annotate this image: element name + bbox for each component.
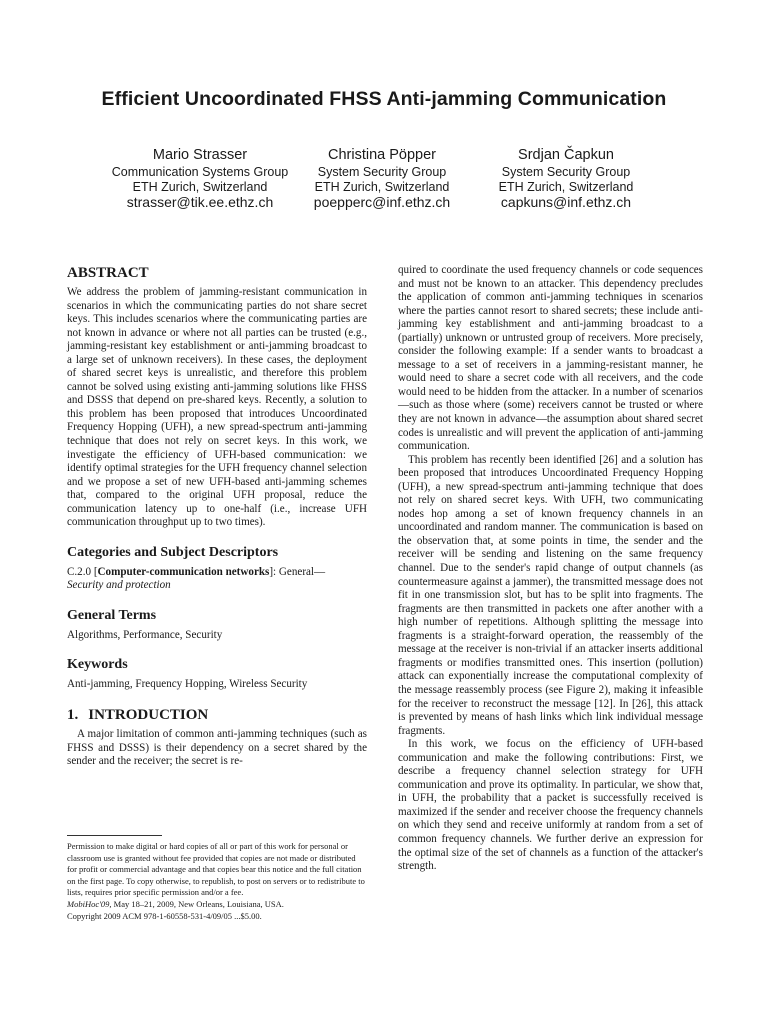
- category-name: Computer-communication networks: [97, 565, 270, 578]
- abstract-heading: ABSTRACT: [67, 265, 149, 281]
- intro-paragraph: In this work, we focus on the efficiency of UFH-based communication and make the following contributions: First, we describe a frequency channel selection strategy for UFH communication and prove its optimality. In particular, we show that, in UFH, the probability that a packet is successfully received is maximized if the sender and receiver choose the frequency channels on which they send and receive uniformly at random from a set of common frequency channels. We further derive an expression for the optimal size of the set of channels as a function of the attacker's strength.: [398, 738, 703, 873]
- keywords-heading: Keywords: [67, 657, 128, 673]
- author-email: strasser@tik.ee.ethz.ch: [126, 194, 274, 210]
- footnote-rule: [67, 835, 162, 836]
- author-name: Christina Pöpper: [328, 147, 436, 163]
- author-institution: ETH Zurich, Switzerland: [132, 179, 268, 194]
- intro-paragraph: A major limitation of common anti-jamming techniques (such as FHSS and DSSS) is their dependency on a secret shared by the sender and the receiver; the secret is re-: [67, 728, 367, 768]
- author-affiliation: System Security Group: [317, 165, 447, 179]
- author-email: poepperc@inf.ethz.ch: [313, 194, 451, 210]
- general-terms-heading: General Terms: [67, 607, 157, 623]
- permission-text: Permission to make digital or hard copies of all or part of this work for personal or classroom use is granted without fee provided that copies are not made or distributed for profit or commercial advantage and that copies bear this notice and the full citation on the first page. To copy otherwise, to republish, to post on servers or to redistribute to lists, requires prior specific permission and/or a fee.: [67, 841, 365, 898]
- author-affiliation: System Security Group: [501, 165, 631, 179]
- venue-line: [67, 899, 367, 911]
- left-column: [67, 264, 367, 769]
- category-rest: ]: General—: [269, 565, 326, 578]
- abstract-text: We address the problem of jamming-resistant communication in scenarios in which the communicating parties do not share secret keys. This includes scenarios where the communicating parties are not known in advance or where not all parties can be trusted (e.g., jamming-resistant key establishment or anti-jamming broadcast to a large set of unknown receivers). In these cases, the deployment of shared secret keys is unrealistic, and therefore this problem cannot be solved using existing anti-jamming solutions like FHSS and DSSS that depend on pre-shared keys. Recently, a solution to this problem has been proposed that introduces Uncoordinated Frequency Hopping (UFH), a new spread-spectrum anti-jamming technique that does not rely on secret keys. In this work, we investigate the efficiency of UFH-based communication: we identify optimal strategies for the UFH frequency channel selection and we propose a set of new UFH-based anti-jamming schemes that, compared to the original UFH proposal, reduce the communication latency up to one-half (i.e., increase UFH communication throughput up to two times).: [67, 286, 367, 529]
- keywords-text: Anti-jamming, Frequency Hopping, Wireless Security: [67, 678, 308, 691]
- section-number: 1.: [67, 707, 79, 724]
- general-terms-text: Algorithms, Performance, Security: [67, 628, 223, 641]
- author-institution: ETH Zurich, Switzerland: [498, 179, 634, 194]
- venue-name: MobiHoc'09,: [67, 898, 112, 909]
- categories-heading: Categories and Subject Descriptors: [67, 544, 279, 560]
- section-title: INTRODUCTION: [88, 707, 209, 724]
- author-email: capkuns@inf.ethz.ch: [500, 194, 632, 210]
- intro-paragraph: This problem has recently been identified [26] and a solution has been proposed that introduces Uncoordinated Frequency Hopping (UFH), a new spread-spectrum anti-jamming technique that does not rely on shared secret keys. With UFH, two communicating nodes hop among a set of known frequency channels in an uncoordinated and random manner. The communication is based on the observation that, at some points in time, the sender and the receiver will be sending and listening on the same frequency channel. Due to the sender's rapid change of output channels (as countermeasure against a jammer), the transmitted message does not fit in one transmission slot, but has to be split into fragments. The fragments are then transmitted in packets one after another with a high number of repetitions. Although splitting the message into fragments is a straight-forward operation, the reassembly of the message at the receiver is non-trivial if an attacker inserts additional fragments or modifies transmitted ones. This insertion (pollution) attack can exponentially increase the computational complexity of the message reassembly process (see Figure 2), making it infeasible for the receiver to reconstruct the message [12]. In [26], this attack is prevented by means of hash links which link individual message fragments.: [398, 453, 703, 737]
- category-subject: Security and protection: [67, 579, 171, 592]
- author-name: Mario Strasser: [152, 147, 248, 163]
- paper-title: Efficient Uncoordinated FHSS Anti-jamming Communication: [101, 88, 667, 110]
- author-block: [446, 148, 686, 210]
- intro-paragraph-continued: quired to coordinate the used frequency channels or code sequences and must not be known to an attacker. This dependency precludes the application of common anti-jamming techniques in scenarios where the parties cannot resort to shared secrets; these include anti-jamming key establishment and anti-jamming broadcast to a (partially) unknown or untrusted group of receivers. More precisely, consider the following example: If a sender wants to broadcast a message to a set of receivers in a jamming-resistant manner, he would need to share a secret code with all receivers, and the code would need to be hidden from the attacker. In a number of scenarios—such as those where (some) receivers cannot be trusted or where they are not known in advance—the assumption about shared secret codes is unrealistic and will prevent the application of anti-jamming communication.: [398, 264, 703, 453]
- author-institution: ETH Zurich, Switzerland: [314, 179, 450, 194]
- categories-text: [67, 566, 367, 593]
- author-name: Srdjan Čapkun: [518, 147, 614, 163]
- right-column: [398, 264, 703, 874]
- permission-notice: [67, 835, 367, 922]
- introduction-heading: [67, 706, 367, 724]
- author-affiliation: Communication Systems Group: [111, 165, 289, 179]
- category-code: C.2.0 [: [67, 565, 98, 578]
- copyright-line: Copyright 2009 ACM 978-1-60558-531-4/09/05 ...$5.00.: [67, 910, 262, 921]
- venue-details: May 18–21, 2009, New Orleans, Louisiana, USA.: [111, 898, 284, 909]
